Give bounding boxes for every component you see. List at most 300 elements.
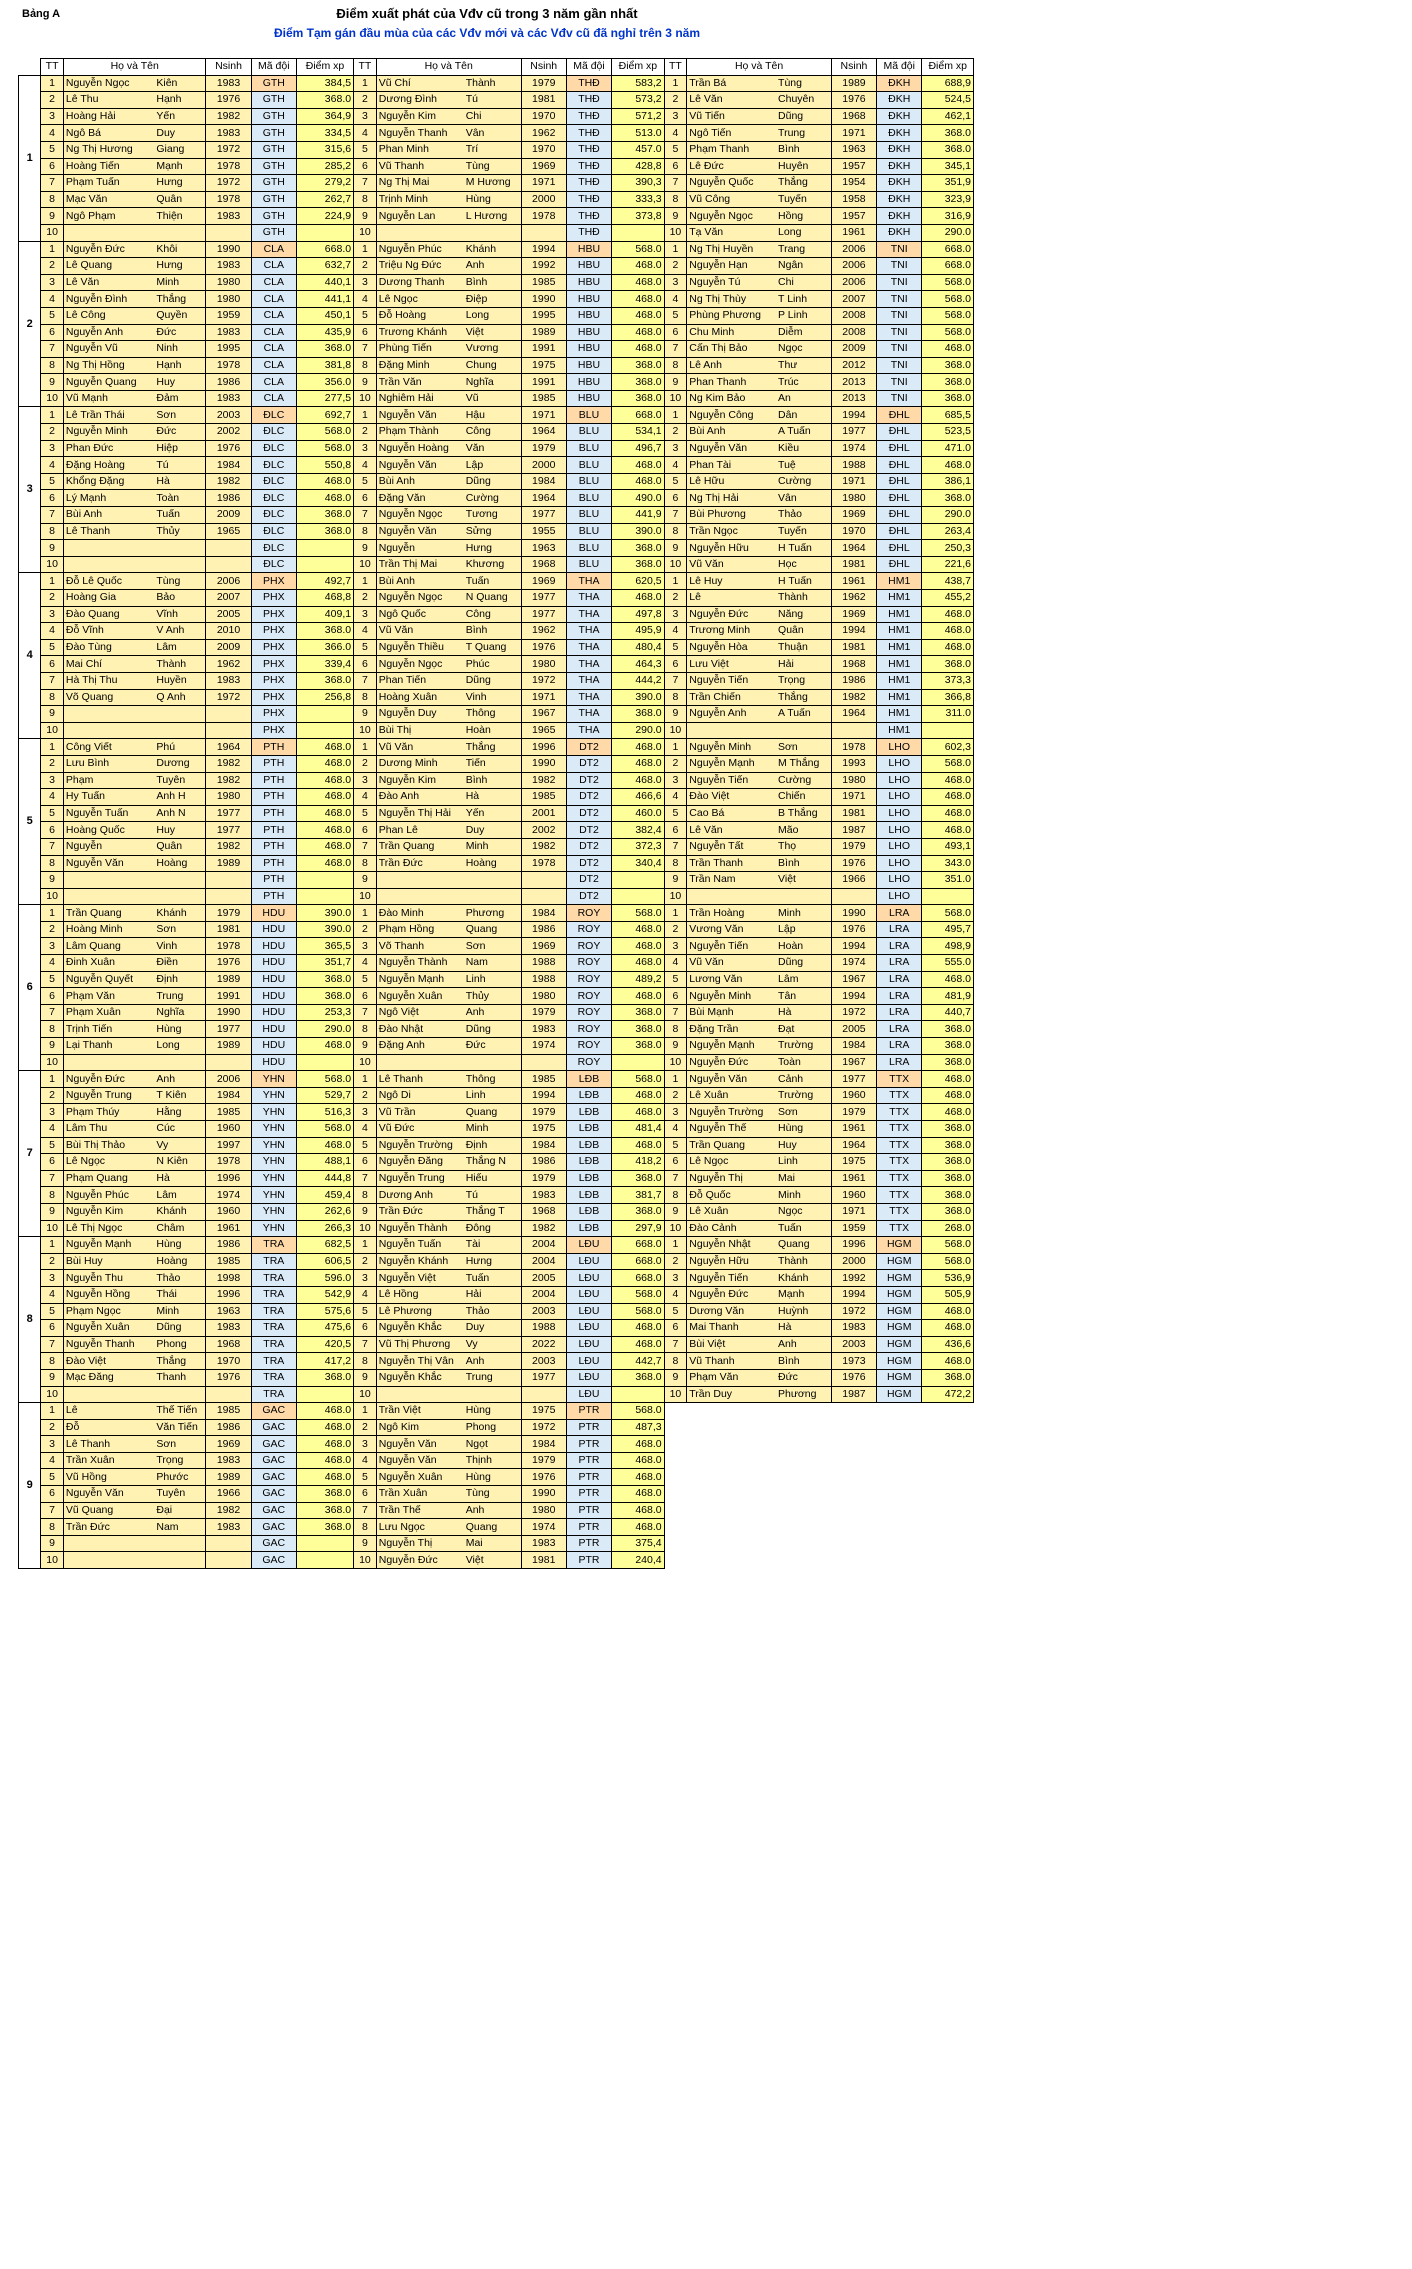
birth-year: 1976 xyxy=(831,855,876,872)
row-tt: 1 xyxy=(354,1403,377,1420)
team-code: GTH xyxy=(251,75,296,92)
start-points xyxy=(296,1054,353,1071)
start-points: 417,2 xyxy=(296,1353,353,1370)
player-given-name: Mạnh xyxy=(776,1286,831,1303)
birth-year: 1982 xyxy=(206,1502,251,1519)
birth-year: 1993 xyxy=(831,755,876,772)
player-given-name: Sơn xyxy=(464,938,521,955)
team-code: GAC xyxy=(251,1552,296,1569)
row-tt: 8 xyxy=(354,855,377,872)
player-given-name: Anh xyxy=(776,1336,831,1353)
start-points: 436,6 xyxy=(922,1336,974,1353)
team-code: YHN xyxy=(251,1137,296,1154)
empty-cell xyxy=(687,1403,776,1420)
birth-year: 1977 xyxy=(521,590,566,607)
team-code: ĐKH xyxy=(877,175,922,192)
team-code: HBU xyxy=(566,341,611,358)
player-given-name: Nghĩa xyxy=(154,1004,206,1021)
row-tt: 6 xyxy=(41,1320,64,1337)
table-row xyxy=(19,324,974,341)
start-points: 534,1 xyxy=(612,424,664,441)
birth-year: 1985 xyxy=(521,274,566,291)
player-given-name: Mạnh xyxy=(154,158,206,175)
birth-year: 2003 xyxy=(831,1336,876,1353)
birth-year xyxy=(206,540,251,557)
team-code: GAC xyxy=(251,1452,296,1469)
start-points: 297,9 xyxy=(612,1220,664,1237)
player-given-name: Mai xyxy=(464,1535,521,1552)
player-surname: Ng Thị Hương xyxy=(63,141,154,158)
player-given-name: Anh xyxy=(464,1502,521,1519)
team-code: PHX xyxy=(251,606,296,623)
player-given-name: Trọng xyxy=(154,1452,206,1469)
player-given-name: Minh xyxy=(154,274,206,291)
team-code: THĐ xyxy=(566,125,611,142)
empty-cell xyxy=(831,1502,876,1519)
team-code: GTH xyxy=(251,208,296,225)
start-points: 606,5 xyxy=(296,1253,353,1270)
row-tt: 8 xyxy=(41,1353,64,1370)
start-points: 368.0 xyxy=(922,1154,974,1171)
birth-year: 1978 xyxy=(206,158,251,175)
team-code: ĐLC xyxy=(251,523,296,540)
team-code: TRA xyxy=(251,1303,296,1320)
player-surname: Bùi Anh xyxy=(63,507,154,524)
team-code: ĐLC xyxy=(251,457,296,474)
player-surname: Lê Thanh xyxy=(63,523,154,540)
player-given-name: Chiến xyxy=(776,789,831,806)
birth-year: 1988 xyxy=(521,971,566,988)
row-tt: 5 xyxy=(664,639,687,656)
row-tt: 4 xyxy=(354,125,377,142)
birth-year: 2001 xyxy=(521,805,566,822)
player-given-name xyxy=(154,1386,206,1403)
player-given-name: Nam xyxy=(154,1519,206,1536)
player-given-name: Kiên xyxy=(154,75,206,92)
row-tt: 2 xyxy=(664,258,687,275)
start-points: 390.0 xyxy=(612,689,664,706)
birth-year: 1972 xyxy=(206,141,251,158)
team-code: THĐ xyxy=(566,191,611,208)
team-code: YHN xyxy=(251,1071,296,1088)
row-tt: 5 xyxy=(664,307,687,324)
birth-year: 1971 xyxy=(831,789,876,806)
row-tt: 1 xyxy=(664,241,687,258)
row-tt: 4 xyxy=(664,623,687,640)
player-given-name: Hà xyxy=(776,1004,831,1021)
player-surname: Lê Ngọc xyxy=(63,1154,154,1171)
player-surname: Vũ Văn xyxy=(687,556,776,573)
birth-year: 1976 xyxy=(206,440,251,457)
team-code: PHX xyxy=(251,722,296,739)
start-points: 420,5 xyxy=(296,1336,353,1353)
empty-cell xyxy=(877,1552,922,1569)
empty-cell xyxy=(687,1552,776,1569)
row-tt: 1 xyxy=(41,905,64,922)
start-points: 468.0 xyxy=(922,1303,974,1320)
table-row xyxy=(19,1220,974,1237)
start-points: 368.0 xyxy=(922,1038,974,1055)
start-points: 468.0 xyxy=(612,1137,664,1154)
start-points: 471.0 xyxy=(922,440,974,457)
player-surname: Nguyễn Duy xyxy=(376,706,463,723)
start-points: 468.0 xyxy=(296,1038,353,1055)
birth-year: 1981 xyxy=(206,921,251,938)
table-row xyxy=(19,224,974,241)
player-given-name: Anh xyxy=(464,258,521,275)
birth-year: 1964 xyxy=(831,1137,876,1154)
row-tt: 2 xyxy=(354,424,377,441)
row-tt: 4 xyxy=(41,125,64,142)
team-code: YHN xyxy=(251,1104,296,1121)
player-given-name: Sơn xyxy=(154,1436,206,1453)
team-code: ĐKH xyxy=(877,108,922,125)
birth-year: 1983 xyxy=(206,1452,251,1469)
player-given-name: Thảo xyxy=(154,1270,206,1287)
player-surname: Trương Minh xyxy=(687,623,776,640)
birth-year: 1966 xyxy=(831,872,876,889)
birth-year: 1984 xyxy=(521,1436,566,1453)
player-surname: Trịnh Tiến xyxy=(63,1021,154,1038)
team-code: LRA xyxy=(877,921,922,938)
empty-cell xyxy=(664,1502,687,1519)
start-points: 468.0 xyxy=(922,639,974,656)
start-points: 468.0 xyxy=(612,955,664,972)
birth-year: 1994 xyxy=(521,241,566,258)
empty-cell xyxy=(664,1552,687,1569)
player-given-name: Dũng xyxy=(776,955,831,972)
start-points: 364,9 xyxy=(296,108,353,125)
player-given-name: Khánh xyxy=(776,1270,831,1287)
birth-year: 1962 xyxy=(831,590,876,607)
start-points xyxy=(296,1386,353,1403)
start-points: 668.0 xyxy=(612,1237,664,1254)
player-surname: Trần Thế xyxy=(376,1502,463,1519)
birth-year: 1979 xyxy=(206,905,251,922)
player-given-name: Anh xyxy=(464,1353,521,1370)
start-points: 568.0 xyxy=(296,424,353,441)
table-row xyxy=(19,1502,974,1519)
row-tt: 4 xyxy=(41,955,64,972)
birth-year: 1994 xyxy=(831,988,876,1005)
team-code: LHO xyxy=(877,805,922,822)
player-given-name: Vinh xyxy=(154,938,206,955)
player-given-name: Khánh xyxy=(154,905,206,922)
player-surname: Nguyễn Tuấn xyxy=(63,805,154,822)
team-code: THĐ xyxy=(566,75,611,92)
row-tt: 1 xyxy=(664,739,687,756)
row-tt: 1 xyxy=(41,75,64,92)
player-surname: Nguyễn Quốc xyxy=(687,175,776,192)
team-code: CLA xyxy=(251,291,296,308)
player-surname: Ng Thị Mai xyxy=(376,175,463,192)
player-given-name: Trường xyxy=(776,1087,831,1104)
player-surname: Nguyễn Đức xyxy=(376,1552,463,1569)
empty-cell xyxy=(687,1486,776,1503)
row-tt: 9 xyxy=(664,1369,687,1386)
start-points: 468.0 xyxy=(922,606,974,623)
team-code: PTR xyxy=(566,1469,611,1486)
birth-year: 1981 xyxy=(831,556,876,573)
team-code: HDU xyxy=(251,1038,296,1055)
group-number: 6 xyxy=(19,905,41,1071)
start-points: 497,8 xyxy=(612,606,664,623)
player-surname: Nguyễn Hữu xyxy=(687,540,776,557)
row-tt: 3 xyxy=(354,1104,377,1121)
birth-year: 2013 xyxy=(831,390,876,407)
start-points xyxy=(296,872,353,889)
row-tt: 1 xyxy=(354,573,377,590)
birth-year: 1983 xyxy=(521,1021,566,1038)
birth-year: 1978 xyxy=(206,938,251,955)
start-points xyxy=(612,1386,664,1403)
start-points: 468.0 xyxy=(296,838,353,855)
table-row xyxy=(19,988,974,1005)
birth-year: 2009 xyxy=(831,341,876,358)
birth-year: 1964 xyxy=(831,540,876,557)
player-surname: Nguyễn Thế xyxy=(687,1121,776,1138)
team-code: THA xyxy=(566,722,611,739)
player-given-name: Tuyến xyxy=(776,191,831,208)
player-surname: Trần Quang xyxy=(63,905,154,922)
birth-year: 1971 xyxy=(831,125,876,142)
table-row xyxy=(19,1270,974,1287)
player-surname: Võ Quang xyxy=(63,689,154,706)
player-given-name xyxy=(464,888,521,905)
birth-year: 1979 xyxy=(521,1004,566,1021)
birth-year: 1987 xyxy=(831,822,876,839)
birth-year: 1966 xyxy=(206,1486,251,1503)
team-code: ROY xyxy=(566,1004,611,1021)
start-points: 366.0 xyxy=(296,639,353,656)
row-tt: 8 xyxy=(41,1519,64,1536)
birth-year: 1972 xyxy=(206,689,251,706)
player-surname: Phạm Thúy xyxy=(63,1104,154,1121)
player-surname: Bùi Mạnh xyxy=(687,1004,776,1021)
player-surname: Trần Văn xyxy=(376,374,463,391)
row-tt: 6 xyxy=(354,1320,377,1337)
team-code: BLU xyxy=(566,490,611,507)
player-given-name: Thắng N xyxy=(464,1154,521,1171)
player-given-name: Tú xyxy=(464,92,521,109)
player-surname: Lê Xuân xyxy=(687,1087,776,1104)
start-points: 542,9 xyxy=(296,1286,353,1303)
player-surname: Nguyễn Tuấn xyxy=(376,1237,463,1254)
player-surname: Phan Thanh xyxy=(687,374,776,391)
table-row xyxy=(19,1121,974,1138)
table-row xyxy=(19,1071,974,1088)
table-row xyxy=(19,706,974,723)
team-code: HGM xyxy=(877,1270,922,1287)
start-points: 290.0 xyxy=(612,722,664,739)
row-tt: 4 xyxy=(41,1121,64,1138)
player-given-name: Phương xyxy=(464,905,521,922)
player-given-name: Tuệ xyxy=(776,457,831,474)
player-given-name xyxy=(464,872,521,889)
table-row xyxy=(19,75,974,92)
birth-year: 1983 xyxy=(206,1519,251,1536)
row-tt: 3 xyxy=(664,606,687,623)
birth-year xyxy=(206,888,251,905)
player-given-name: Thắng xyxy=(776,689,831,706)
birth-year: 1975 xyxy=(831,1154,876,1171)
start-points: 468.0 xyxy=(612,772,664,789)
start-points: 440,1 xyxy=(296,274,353,291)
header-name: Họ và Tên xyxy=(376,59,521,76)
player-surname: Lê Xuân xyxy=(687,1203,776,1220)
row-tt: 5 xyxy=(41,971,64,988)
table-row xyxy=(19,1303,974,1320)
start-points: 368.0 xyxy=(922,1121,974,1138)
row-tt: 3 xyxy=(41,1436,64,1453)
start-points: 444,2 xyxy=(612,672,664,689)
start-points: 240,4 xyxy=(612,1552,664,1569)
page-title: Điểm xuất phát của Vđv cũ trong 3 năm gần nhất xyxy=(336,6,638,21)
start-points: 468.0 xyxy=(612,473,664,490)
empty-cell xyxy=(664,1519,687,1536)
birth-year: 1968 xyxy=(521,556,566,573)
row-tt: 10 xyxy=(354,390,377,407)
birth-year: 1984 xyxy=(206,1087,251,1104)
start-points: 455,2 xyxy=(922,590,974,607)
table-row xyxy=(19,1187,974,1204)
row-tt: 4 xyxy=(354,623,377,640)
table-row xyxy=(19,556,974,573)
team-code: ĐKH xyxy=(877,224,922,241)
start-points: 250,3 xyxy=(922,540,974,557)
team-code: TRA xyxy=(251,1386,296,1403)
birth-year xyxy=(206,722,251,739)
player-surname: Nguyễn Xuân xyxy=(63,1320,154,1337)
player-surname: Ng Kim Bảo xyxy=(687,390,776,407)
team-code: HGM xyxy=(877,1353,922,1370)
birth-year: 1964 xyxy=(206,739,251,756)
birth-year: 1981 xyxy=(521,1552,566,1569)
row-tt: 10 xyxy=(41,1552,64,1569)
player-surname: Nguyễn Tiến xyxy=(687,938,776,955)
player-surname: Đào Cảnh xyxy=(687,1220,776,1237)
row-tt: 6 xyxy=(41,1154,64,1171)
player-surname: Trần Duy xyxy=(687,1386,776,1403)
start-points: 498,9 xyxy=(922,938,974,955)
birth-year xyxy=(206,1054,251,1071)
player-surname: Phạm Ngọc xyxy=(63,1303,154,1320)
birth-year: 1991 xyxy=(521,374,566,391)
row-tt: 7 xyxy=(664,341,687,358)
team-code: HM1 xyxy=(877,706,922,723)
birth-year: 1980 xyxy=(206,291,251,308)
player-surname: Đào Việt xyxy=(687,789,776,806)
row-tt: 10 xyxy=(664,888,687,905)
player-given-name: Mão xyxy=(776,822,831,839)
player-given-name: Hoàn xyxy=(776,938,831,955)
player-surname: Nguyễn Phúc xyxy=(63,1187,154,1204)
team-code: TNI xyxy=(877,274,922,291)
start-points: 490.0 xyxy=(612,490,664,507)
team-code: YHN xyxy=(251,1170,296,1187)
player-surname: Lê xyxy=(687,590,776,607)
start-points: 468.0 xyxy=(612,307,664,324)
team-code: PHX xyxy=(251,672,296,689)
row-tt: 9 xyxy=(664,706,687,723)
start-points: 468.0 xyxy=(296,822,353,839)
start-points: 311.0 xyxy=(922,706,974,723)
row-tt: 6 xyxy=(354,1154,377,1171)
spreadsheet-stage xyxy=(0,0,974,1568)
team-code: THA xyxy=(566,623,611,640)
team-code: ĐKH xyxy=(877,158,922,175)
player-surname: Nguyễn Văn xyxy=(376,1452,463,1469)
player-given-name: Hạnh xyxy=(154,92,206,109)
player-surname: Nguyễn xyxy=(376,540,463,557)
birth-year: 1983 xyxy=(206,390,251,407)
player-surname xyxy=(376,224,463,241)
start-points: 368.0 xyxy=(612,1038,664,1055)
player-given-name: Hoàng xyxy=(154,855,206,872)
team-code: TRA xyxy=(251,1369,296,1386)
row-tt: 3 xyxy=(354,938,377,955)
player-surname: Hoàng Quốc xyxy=(63,822,154,839)
row-tt: 4 xyxy=(354,789,377,806)
player-surname: Đào Minh xyxy=(376,905,463,922)
birth-year: 2005 xyxy=(206,606,251,623)
team-code: LRA xyxy=(877,905,922,922)
row-tt: 8 xyxy=(41,855,64,872)
row-tt: 7 xyxy=(664,507,687,524)
player-surname: Trần Quang xyxy=(376,838,463,855)
header-nsinh: Nsinh xyxy=(206,59,251,76)
row-tt: 10 xyxy=(664,390,687,407)
row-tt: 10 xyxy=(354,1386,377,1403)
row-tt: 3 xyxy=(41,108,64,125)
row-tt: 2 xyxy=(41,92,64,109)
row-tt: 8 xyxy=(664,689,687,706)
row-tt: 9 xyxy=(354,1535,377,1552)
team-code: PTH xyxy=(251,838,296,855)
start-points: 524,5 xyxy=(922,92,974,109)
player-given-name: Hằng xyxy=(154,1104,206,1121)
start-points: 468.0 xyxy=(922,1071,974,1088)
birth-year: 1986 xyxy=(206,490,251,507)
player-given-name: M Hương xyxy=(464,175,521,192)
start-points: 516,3 xyxy=(296,1104,353,1121)
row-tt: 7 xyxy=(41,1170,64,1187)
team-code: PTR xyxy=(566,1519,611,1536)
row-tt: 2 xyxy=(664,921,687,938)
player-surname: Nguyễn Xuân xyxy=(376,988,463,1005)
row-tt: 9 xyxy=(664,872,687,889)
player-given-name: Minh xyxy=(154,1303,206,1320)
row-tt: 9 xyxy=(354,540,377,557)
team-code: TNI xyxy=(877,357,922,374)
empty-cell xyxy=(776,1452,831,1469)
player-surname: Lâm Quang xyxy=(63,938,154,955)
player-surname: Nguyễn Thanh xyxy=(63,1336,154,1353)
row-tt: 10 xyxy=(354,1552,377,1569)
row-tt: 5 xyxy=(354,805,377,822)
start-points: 568.0 xyxy=(612,241,664,258)
birth-year: 1972 xyxy=(831,1004,876,1021)
player-surname: Vũ Thanh xyxy=(687,1353,776,1370)
row-tt: 2 xyxy=(664,755,687,772)
player-given-name: Phước xyxy=(154,1469,206,1486)
start-points: 365,5 xyxy=(296,938,353,955)
table-row xyxy=(19,739,974,756)
player-given-name: Sơn xyxy=(776,739,831,756)
birth-year: 1996 xyxy=(831,1237,876,1254)
player-surname: Dương Thanh xyxy=(376,274,463,291)
player-surname: Phạm Văn xyxy=(63,988,154,1005)
